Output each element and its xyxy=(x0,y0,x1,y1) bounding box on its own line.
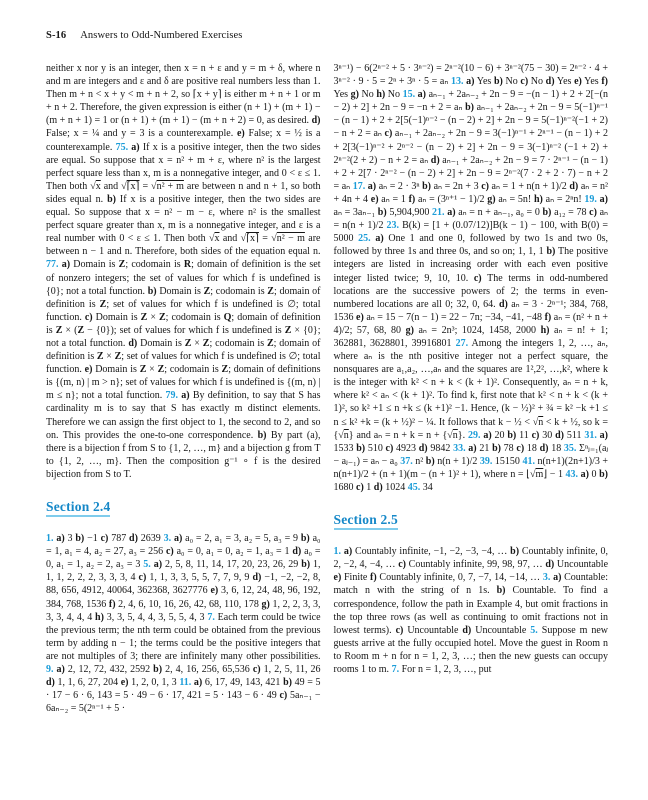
answers-paragraph: neither x nor y is an integer, then x = n + ε and y = m + δ, where n and m are integers and ε and δ are positive real numbers less than 1. Then m + n < x + y < m + n + 2, so ⌈x + y⌉ is either m + n + 1 or m + n + 2. Therefore, the given expression is either (n + 1) + (m + 1) − (m + n + 1) = 1 or (n + 1) + (m + 1) − (m + n + 2) = 0, as desired. d) False; x = ¼ and y = 3 is a counterexample. e) False; x = ½ is a counterexample. 75. a) If x is a positive integer, then the two sides are equal. So suppose that x = n² + m + ε, where n² is the largest perfect square less than x, m is a nonnegative integer, and 0 < ε ≤ 1. Then both √x and √⌈x⌉ = √n² + m are between n and n + 1, so both sides equal n. b) If x is a positive integer, then the two sides are equal. So suppose that x = n² − m − ε, where n² is the smallest perfect square greater than x, m is a nonnegative integer, and ε is a real number with 0 < ε ≤ 1. Then both √x and √⌈x⌉ = √n² − m are between n − 1 and n. Therefore, both sides of the equation equal n. 77. a) Domain is Z; codomain is R; domain of definition is the set of nonzero integers; the set of values for which f is undefined is {0}; not a total function. b) Domain is Z; codomain is Z; domain of definition is Z; set of values for which f is undefined is ∅; total function. c) Domain is Z × Z; codomain is Q; domain of definition is Z × (Z − {0}); set of values for which f is undefined is Z × {0}; not a total function. d) Domain is Z × Z; codomain is Z; domain of definition is Z × Z; set of values for which f is undefined is ∅; total function. e) Domain is Z × Z; codomain is Z; domain of definitions is {(m, n) | m > n}; set of values for which f is undefined is {(m, n) | m ≤ n}; not a total function. 79. a) By definition, to say that S has cardinality m is to say that S has exactly m distinct elements. Therefore we can assign the first object to 1, the second to 2, and so on. This provides the one-to-one correspondence. b) By part (a), there is a bijection f from S to {1, 2, …, m} and a bijection g from T to {1, 2, …, m}. Then the composition g⁻¹ ∘ f is the desired bijection from S to T. xyxy=(46,63,321,480)
left-column xyxy=(46,62,321,715)
bold-label: g) xyxy=(261,598,270,610)
bold-label: R xyxy=(183,259,192,271)
radicand: x xyxy=(95,180,101,192)
answers-paragraph: 3ⁿ⁻¹) − 6(2ⁿ⁻² + 5 · 3ⁿ⁻²) = 2ⁿ⁻²(10 − 6) + 3ⁿ⁻²(75 − 30) = 2ⁿ⁻² · 4 + 3ⁿ⁻² · 9 · 5 = 2ⁿ + 3ⁿ · 5 = aₙ 13. a) Yes b) No c) No d) Yes e) Yes f) Yes g) No h) No 15. a) aₙ₋₁ + 2aₙ₋₂ + 2n − 9 = −(n − 1) + 2 + 2[−(n − 2) + 2] + 2n − 9 = −n + 2 = aₙ b) aₙ₋₁ + 2aₙ₋₂ + 2n − 9 = 5(−1)ⁿ⁻¹ − (n − 1) + 2 + 2[5(−1)ⁿ⁻² − (n − 2) + 2] + 2n − 9 = 5(−1)ⁿ⁻²(−1 + 2) − n + 2 = aₙ c) aₙ₋₁ + 2aₙ₋₂ + 2n − 9 = 3(−1)ⁿ⁻¹ + 2ⁿ⁻¹ − (n − 1) + 2 + 2[3(−1)ⁿ⁻² + 2ⁿ⁻² − (n − 2) + 2] + 2n − 9 = 3(−1)ⁿ⁻² (−1 + 2) + 2ⁿ⁻²(2 + 2) − n + 2 = aₙ d) aₙ₋₁ + 2aₙ₋₂ + 2n − 9 = 7 · 2ⁿ⁻¹ − (n − 1) + 2 + 2[7 · 2ⁿ⁻² − (n − 2) + 2] + 2n − 9 = 2ⁿ⁻²(7 · 2 + 2 · 7) − n + 2 = aₙ 17. a) aₙ = 2 · 3ⁿ b) aₙ = 2n + 3 c) aₙ = 1 + n(n + 1)/2 d) aₙ = n² + 4n + 4 e) aₙ = 1 f) aₙ = (3ⁿ⁺¹ − 1)/2 g) aₙ = 5n! h) aₙ = 2ⁿn! 19. a) aₙ = 3aₙ₋₁ b) 5,904,900 21. a) aₙ = n + aₙ₋₁, a₀ = 0 b) a₁₂ = 78 c) aₙ = n(n + 1)/2 23. B(k) = [1 + (0.07/12)]B(k − 1) − 100, with B(0) = 5000 25. a) One 1 and one 0, followed by two 1s and two 0s, followed by three 1s and three 0s, and so on; 1, 1, 1 b) The positive integers are listed in increasing order with each even positive integer listed twice; 9, 10, 10. c) The terms in odd-numbered locations are the successive powers of 2; the terms in even-numbered locations are all 0; 32, 0, 64. d) aₙ = 3 · 2ⁿ⁻¹; 384, 768, 1536 e) aₙ = 15 − 7(n − 1) = 22 − 7n; −34, −41, −48 f) aₙ = (n² + n + 4)/2; 57, 68, 80 g) aₙ = 2n³; 1024, 1458, 2000 h) aₙ = n! + 1; 362881, 3628801, 39916801 27. Among the integers 1, 2, …, aₙ, where aₙ is the nth positive integer not a perfect square, the nonsquares are a₁,a₂, …,aₙ and the squares are 1²,2², …,k², where k is the integer with k² < n + k < (k + 1)². Consequently, aₙ = n + k, where k² < aₙ < (k + 1)². To find k, first note that k² < n + k < (k + 1)², so k² +1 ≤ n +k ≤ (k +1)² −1. Hence, (k − ½)² + ¾ = k² −k +1 ≤ n ≤ k² +k = (k + ½)² − ¼. It follows that k − ½ < √n < k + ½, so k = {√n} and aₙ = n + k = n + {√n}. 29. a) 20 b) 11 c) 30 d) 511 31. a) 1533 b) 510 c) 4923 d) 9842 33. a) 21 b) 78 c) 18 d) 18 35. Σⁿⱼ₌₁(aⱼ − aⱼ₋₁) = aₙ − a₀ 37. n² b) n(n + 1)/2 39. 15150 41. n(n+1)(2n+1)/3 + n(n+1)/2 + (n + 1)(m − (n + 1)² + 1), where n = ⌊√m⌋ − 1 43. a) 0 b) 1680 c) 1 d) 1024 45. 34 xyxy=(333,63,609,493)
exercise-number: 5. xyxy=(530,624,538,636)
bold-label: Z xyxy=(184,337,192,349)
bold-label: d) xyxy=(498,298,508,310)
bold-label: h) xyxy=(534,193,543,205)
running-header xyxy=(46,30,608,41)
bold-label: Z xyxy=(77,324,85,336)
bold-label: d) xyxy=(418,442,428,454)
exercise-number: 19. xyxy=(584,193,597,205)
radicand: ⌈x⌉ xyxy=(246,233,259,245)
bold-label: a) xyxy=(468,442,477,454)
exercise-number: 1. xyxy=(46,533,54,545)
bold-label: d) xyxy=(292,546,302,558)
exercise-number: 33. xyxy=(453,442,466,454)
bold-label: Z xyxy=(139,364,147,376)
bold-label: a) xyxy=(56,533,65,545)
bold-label: b) xyxy=(75,533,85,545)
bold-label: b) xyxy=(465,102,474,114)
exercise-number: 23. xyxy=(386,220,400,232)
bold-label: Z xyxy=(96,351,104,363)
section-heading xyxy=(46,500,321,517)
bold-label: c) xyxy=(520,76,529,88)
bold-label: f) xyxy=(370,572,377,584)
bold-label: d) xyxy=(545,76,555,88)
exercise-number: 77. xyxy=(46,259,59,271)
bold-label: c) xyxy=(516,442,525,454)
bold-label: b) xyxy=(546,246,556,258)
bold-label: e) xyxy=(236,128,245,140)
bold-label: a) xyxy=(580,468,589,480)
bold-label: d) xyxy=(46,677,55,689)
radicand: n² − m xyxy=(276,233,305,245)
bold-label: c) xyxy=(84,311,93,323)
exercise-number: 13. xyxy=(450,76,464,88)
bold-label: d) xyxy=(430,154,440,166)
bold-label: c) xyxy=(100,533,109,545)
bold-label: b) xyxy=(493,76,503,88)
bold-label: Z xyxy=(99,298,107,310)
radicand: n xyxy=(538,416,544,428)
radicand: m xyxy=(535,468,544,480)
bold-label: Z xyxy=(266,337,274,349)
running-head-title: Answers to Odd-Numbered Exercises xyxy=(80,30,243,41)
bold-label: d) xyxy=(252,572,262,584)
bold-label: Z xyxy=(202,337,210,349)
bold-label: a) xyxy=(56,664,65,676)
bold-label: d) xyxy=(128,337,138,349)
bold-label: b) xyxy=(147,285,157,297)
bold-label: b) xyxy=(377,207,387,219)
bold-label: Z xyxy=(203,285,211,297)
exercise-number: 39. xyxy=(479,455,493,467)
bold-label: h) xyxy=(540,324,550,336)
exercise-number: 15. xyxy=(402,89,416,101)
exercise-number: 43. xyxy=(565,468,579,480)
exercise-number: 21. xyxy=(432,207,445,219)
bold-label: d) xyxy=(545,559,555,571)
bold-label: Z xyxy=(159,311,166,323)
bold-label: c) xyxy=(356,482,364,493)
bold-label: Q xyxy=(223,311,232,323)
bold-label: e) xyxy=(120,677,129,689)
exercise-number: 3. xyxy=(542,572,551,584)
bold-label: c) xyxy=(473,272,482,284)
bold-label: a) xyxy=(131,141,140,153)
bold-label: f) xyxy=(108,598,116,610)
bold-label: c) xyxy=(138,572,147,584)
exercise-number: 17. xyxy=(352,180,366,192)
exercise-number: 1. xyxy=(333,546,341,558)
bold-label: d) xyxy=(539,442,549,454)
bold-label: a) xyxy=(483,429,492,441)
bold-label: a) xyxy=(343,546,353,558)
bold-label: h) xyxy=(376,89,386,101)
bold-label: Z xyxy=(118,259,126,271)
answers-paragraph: 1. a) 3 b) −1 c) 787 d) 2639 3. a) a₀ = 2, a₁ = 3, a₂ = 5, a₃ = 9 b) a₀ = 1, a₁ = 4, a₂ = 27, a₃ = 256 c) a₀ = 0, a₁ = 0, a₂ = 1, a₃ = 1 d) a₀ = 0, a₁ = 1, a₂ = 2, a₃ = 3 5. a) 2, 5, 8, 11, 14, 17, 20, 23, 26, 29 b) 1, 1, 1, 2, 2, 2, 3, 3, 3, 4 c) 1, 1, 3, 3, 5, 5, 7, 7, 9, 9 d) −1, −2, −2, 8, 88, 656, 4912, 40064, 362368, 3627776 e) 3, 6, 12, 24, 48, 96, 192, 384, 768, 1536 f) 2, 4, 6, 10, 16, 26, 42, 68, 110, 178 g) 1, 2, 2, 3, 3, 3, 3, 4, 4, 4 h) 3, 3, 5, 4, 4, 3, 5, 5, 4, 3 7. Each term could be twice the previous term; the nth term could be obtained from the previous term by adding n − 1; the terms could be the positive integers that are not multiples of 3; there are infinitely many other possibilities. 9. a) 2, 12, 72, 432, 2592 b) 2, 4, 16, 256, 65,536 c) 1, 2, 5, 11, 26 d) 1, 1, 6, 27, 204 e) 1, 2, 0, 1, 3 11. a) 6, 17, 49, 143, 421 b) 49 = 5 · 17 − 6 · 6, 143 = 5 · 49 − 6 · 17, 421 = 5 · 143 − 6 · 49 c) 5aₙ₋₁ − 6aₙ₋₂ = 5(2ⁿ⁻¹ + 5 · xyxy=(46,533,321,715)
bold-label: c) xyxy=(279,690,288,702)
bold-label: g) xyxy=(487,193,496,205)
bold-label: d) xyxy=(555,429,564,441)
bold-label: f) xyxy=(408,193,416,205)
bold-label: f) xyxy=(544,311,552,323)
radicand: n xyxy=(452,429,458,441)
bold-label: b) xyxy=(496,585,506,597)
bold-label: e) xyxy=(574,76,582,88)
text-columns xyxy=(46,62,608,715)
exercise-number: 9. xyxy=(46,664,54,676)
right-column xyxy=(334,62,609,676)
bold-label: g) xyxy=(405,324,414,336)
exercise-number: 29. xyxy=(467,429,481,441)
bold-label: e) xyxy=(356,311,364,323)
bold-label: Z xyxy=(55,324,63,336)
page-number: S-16 xyxy=(46,30,67,41)
bold-label: b) xyxy=(301,559,311,571)
bold-label: b) xyxy=(542,207,552,219)
bold-label: a) xyxy=(599,193,609,205)
bold-label: c) xyxy=(398,559,406,571)
exercise-number: 41. xyxy=(522,455,535,467)
bold-label: Z xyxy=(221,364,229,376)
bold-label: d) xyxy=(373,482,383,493)
bold-label: e) xyxy=(210,585,219,597)
bold-label: d) xyxy=(569,180,579,192)
bold-label: c) xyxy=(395,624,404,636)
bold-label: b) xyxy=(510,546,520,558)
exercise-number: 31. xyxy=(584,429,597,441)
section-heading-label: Section 2.5 xyxy=(334,513,398,530)
bold-label: b) xyxy=(356,442,366,454)
bold-label: a) xyxy=(447,207,456,219)
bold-label: c) xyxy=(165,546,174,558)
bold-label: d) xyxy=(129,533,138,545)
radicand: n² + m xyxy=(156,180,184,192)
bold-label: a) xyxy=(553,572,562,584)
bold-label: b) xyxy=(507,429,517,441)
exercise-number: 45. xyxy=(407,482,421,493)
exercise-number: 5. xyxy=(143,559,151,571)
bold-label: a) xyxy=(367,180,377,192)
radicand: ⌈x⌉ xyxy=(126,180,140,192)
section-heading-label: Section 2.4 xyxy=(46,500,110,517)
bold-label: c) xyxy=(385,442,394,454)
bold-label: a) xyxy=(417,89,427,101)
bold-label: b) xyxy=(107,193,116,205)
bold-label: b) xyxy=(492,442,501,454)
bold-label: d) xyxy=(462,624,472,636)
bold-label: b) xyxy=(153,664,163,676)
bold-label: b) xyxy=(300,533,310,545)
bold-label: c) xyxy=(589,207,597,219)
bold-label: Z xyxy=(157,364,165,376)
exercise-number: 7. xyxy=(207,611,215,623)
exercise-number: 75. xyxy=(115,141,129,153)
bold-label: e) xyxy=(333,572,342,584)
bold-label: d) xyxy=(311,115,321,127)
bold-label: a) xyxy=(375,233,384,245)
bold-label: a) xyxy=(61,259,71,271)
bold-label: Z xyxy=(267,285,274,297)
bold-label: g) xyxy=(350,89,359,101)
bold-label: a) xyxy=(153,559,163,571)
bold-label: e) xyxy=(84,364,93,376)
exercise-number: 27. xyxy=(455,337,469,349)
bold-label: b) xyxy=(425,455,435,467)
exercise-number: 79. xyxy=(165,390,178,402)
bold-label: c) xyxy=(481,180,489,192)
bold-label: c) xyxy=(252,664,261,676)
answers-paragraph: 1. a) Countably infinite, −1, −2, −3, −4, … b) Countably infinite, 0, 2, −2, 4, −4, … c) Countably infinite, 99, 98, 97, … d) Uncountable e) Finite f) Countably infinite, 0, 7, −7, 14, −14, … 3. a) Countable: match n with the string of n 1s. b) Countable. To find a correspondence, follow the path in Example 4, but omit fractions in the top three rows (as well as continuing to omit fractions not in lowest terms). c) Uncountable d) Uncountable 5. Suppose m new guests arrive at the fully occupied hotel. Move the guest in Room n to Room m + n for n = 1, 2, 3, …; then the new guests can occupy rooms 1 to m. 7. For n = 1, 2, 3, …, put xyxy=(333,546,609,676)
bold-label: Z xyxy=(284,324,292,336)
bold-label: Z xyxy=(114,351,122,363)
bold-label: b) xyxy=(283,677,292,689)
bold-label: a) xyxy=(181,390,190,402)
bold-label: f) xyxy=(601,76,608,88)
bold-label: a) xyxy=(466,76,475,88)
bold-label: a) xyxy=(173,533,183,545)
bold-label: c) xyxy=(384,128,393,140)
bold-label: h) xyxy=(95,611,104,623)
bold-label: b) xyxy=(422,180,432,192)
exercise-number: 11. xyxy=(179,677,192,689)
radicand: x xyxy=(214,233,220,245)
bold-label: a) xyxy=(193,677,203,689)
exercise-number: 3. xyxy=(163,533,172,545)
section-heading xyxy=(334,513,609,530)
bold-label: Z xyxy=(140,311,148,323)
radicand: n xyxy=(343,429,349,441)
bold-label: b) xyxy=(599,468,609,480)
exercise-number: 7. xyxy=(391,664,400,676)
bold-label: e) xyxy=(370,193,379,205)
bold-label: c) xyxy=(531,429,540,441)
exercise-number: 25. xyxy=(358,233,371,245)
exercise-number: 35. xyxy=(563,442,577,454)
bold-label: a) xyxy=(599,429,609,441)
exercise-number: 37. xyxy=(400,455,413,467)
bold-label: b) xyxy=(257,429,267,441)
